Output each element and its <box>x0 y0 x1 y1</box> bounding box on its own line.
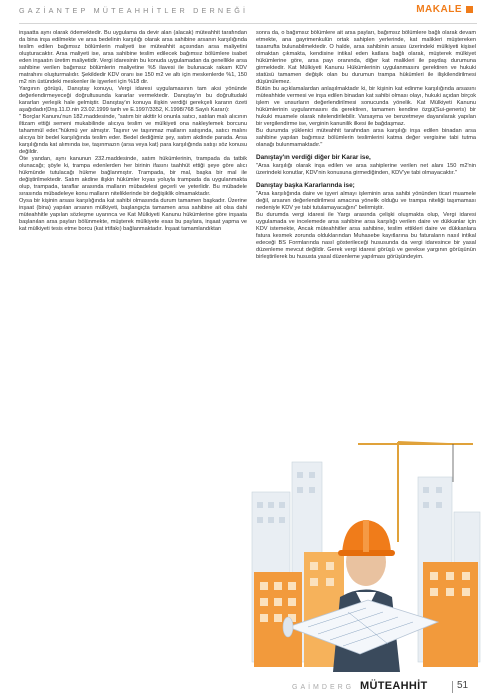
section-heading: Danıştay'ın verdiği diğer bir Karar ise, <box>256 154 371 162</box>
paragraph: " Borçlar Kanunu'nun 182.maddesinde, "satım bir akittir ki onunla satıcı, satılan malı alıcının iltizam ettiği semeni mukabilinde alıcıya teslim ve mülkiyeti ona nakleylemek borcunu tahammül eder."hükmü yer almıştır. Taşınır ve taşınmaz malların satışında, satıcı malını alıcıya bir bedel karşılığında teslim eder. Bedel dediğimiz şey, satım akdinde parada. Arsa karşılığında kat alımında ise, taşınmazın (arsa veya kat) para karşılığında satışı söz konusu değildir. <box>19 114 247 156</box>
header-divider <box>19 23 477 24</box>
paragraph: Bu durumda yüklenici müteahhit tarafından arsa karşılığı inşa edilen binadan arsa sahibine yapılan bağımsız bölümlerin teslimlerini katma değer vergisine tabi tutma olanağı bulunmamaktadır." <box>256 128 476 149</box>
paragraph: "Arsa karşılığında daire ve işyeri almayı işleminin arsa sahibi yönünden ticari muamele değil, arsanın değerlendirilmesi amacına yönelik olduğu ve trampa niteliği taşımaması nedeniyle KDV ye tabi tutulamayacağını" belirmiştir. <box>256 191 476 212</box>
section-label <box>416 4 473 15</box>
paragraph: inşaatta aynı olarak ödemektedir. Bu uygulama da devir alan (alacak) müteahhit tarafından da bina inşa edilmekte ve arsa bedelinin karşılığı olarak arsa sahibine arsanın karşılığında teslim edilen bağımsız bölümlerin maliyeti ise müteahhit açısından arsa maliyetini oluşturacaktır. Arsa maliyeti ise, arsa sahibine teslim edilecek bağımsız bölümlere isabet eden inşaatın üretim maliyetidir. Vergi idaresinin bu konuda uygulamadan da genellikle arsa sahibine verilen bağımsız bölümlerin maliyetine %5 ilavesi ile bulunacak rakam KDV matrahını oluşturmalıdır. Şekildedir KDV oranı ise 150 m2 ve altı için meskenlerde %1, 150 m2 nin üstündeki meskenler ile işyerleri için %18 dir. <box>19 30 247 86</box>
paragraph: Öte yandan, aynı kanunun 232.maddesinde, satım hükümlerinin, trampada da tatbik olunacağı; şöyle ki, trampa edenlerden her birinin ifasını taahhüt ettiği şeye göre alıcı hükmünde tutulacağı hükme bağlanmıştır. Trampada, bir mal, başka bir mal ile değiştirilmektedir. Satım akdine ilişkin hükümler kıyas yoluyla trampada da uygulanmakta olup, trampada, taraflar arasında malların mübadelesi geçerli ve yeterlidir. Bu mübadele sırasında mübadeleye konu malların niteliklerinde bir değişiklik olmamaktadır. <box>19 156 247 198</box>
engineer-with-blueprints-image <box>248 422 483 672</box>
magazine-name: GAİMDERG <box>292 684 355 691</box>
page-footer <box>0 674 495 700</box>
article-column-right <box>256 30 476 261</box>
paragraph: Bütün bu açıklamalardan anlaşılmaktadır ki, bir kişinin kat edinme karşılığında arsasını müteahhide vermesi ve inşa edilen binadan kat sahibi olması olayı, hukuki açıdan birçok işlem ve unsurların değerlendirilmesi sonucunda yönelik. Kat Mülkiyeti Kanunu hükümlerinin uygulanmasını da gerektiren, tamamen kendine özgü(Sui-generis) bir hukuki muamele olarak nitelendirilebilir. Varsayma ve benzetmeye dayanılarak yapılan bir vergilendirme ise, verginin kanunilik ilkesi ile bağdaşmaz. <box>256 86 476 128</box>
page-header <box>0 0 495 22</box>
paragraph: "Arsa karşılığı olarak inşa edilen ve arsa sahiplerine verilen net alanı 150 m2'nin üzerindeki konutlar, KDV'nin konusuna girmediğinden, KDV'ye tabi olmayacaktır." <box>256 163 476 177</box>
section-heading: Danıştay başka Kararlarında ise; <box>256 182 355 190</box>
construction-illustration <box>248 422 483 672</box>
footer-divider <box>452 681 453 693</box>
section-label-text: MAKALE <box>416 4 462 15</box>
article-column-left <box>19 30 247 233</box>
section-square-icon <box>466 6 473 13</box>
page-number: 51 <box>457 680 469 691</box>
brand-logo: MÜTEAHHİT <box>360 680 428 692</box>
paragraph: Oysa bir kişinin arsası karşılığında kat sahibi olmasında durum tamamen başkadır. Üzerine inşaat (bina) yapılan arsanın mülkiyeti, başlangıçta tamamen arsa sahibine ait olsa dahi müteahhitle yapılan sözleşme uyarınca ve Kat Mülkiyeti Kanunu hükümlerine göre inşaata başlanılan arsa payları bölünmekte, müşterek mülkiyete esas bu paylara, inşaat yapma ve kat mülkiyeti tesis etme borcu (kat irtifakı) bağlanmaktadır. İnşaat tamamlandıktan <box>19 198 247 233</box>
org-title: GAZİANTEP MÜTEAHHİTLER DERNEĞİ <box>19 6 249 15</box>
paragraph: sonra da, o bağımsız bölümlere ait arsa payları, bağımsız bölümlere bağlı olarak devam etmekte, ana gayrimenkulün ortak sahiplen yerlerinde, kat malikleri müştereken tasarrufta bulunabilmektedir. O halde, arsa sahibinin arsası üzerindeki mülkiyeti kişisel olmaktan çıkmakta, kendisine intikal eden katlara bağlı olarak, müşterek mülkiyet hükümlerine göre, arsa payı oranında, diğer kat malikleri ile paydaş durumuna girmektedir. Kat Mülkiyeti Kanunu Hükümlerinin uygulanmasını gerektiren ve hukuki statüsü tamamen değişik olan bu durumun trampa hükümleri ile ilişkilendirilmesi düşünülemez. <box>256 30 476 86</box>
paragraph: Yargının görüşü, Danıştay konuyu, Vergi idaresi uygulamasının tam aksi yönünde değerlendirmeyeceği doğrultusunda kararlar vermektedir. Danıştay'ın bu doğrultudaki kararları yerleşik hale gelmiştir. Danıştay'ın konuya ilişkin verdiği gerekçeli kararın özeti aşağıdadır(Dnş.11.D.nin 23.02.1999 tarih ve E.1997/3352, K.1998/768 Sayılı Kararı): <box>19 86 247 114</box>
paragraph: Bu durumda vergi idaresi ile Yargı arasında çelişki oluşmakta olup, Vergi idaresi uygulamada ve incelemede arsa sahibine arsa karşılığı verilen daire ve dükkanlar için KDV istemekte, Ancak müteahhitler arsa sahibine, teslim ettikleri daire ve dükkanlara fatura kesmek zorunda olduklarından Muhasebe kayıtlarına bu faturaların nasıl intikal edeceği BS Formlarında nasıl gösterileceği hususunda da vergi idaresince bir yasal düzenleme mevcut değildir. Gerek vergi idaresi görüşü ve gerekse yargının görüşünün birleştirilerek bu hususta yasal düzenleme yapılması görüşündeyim. <box>256 212 476 261</box>
